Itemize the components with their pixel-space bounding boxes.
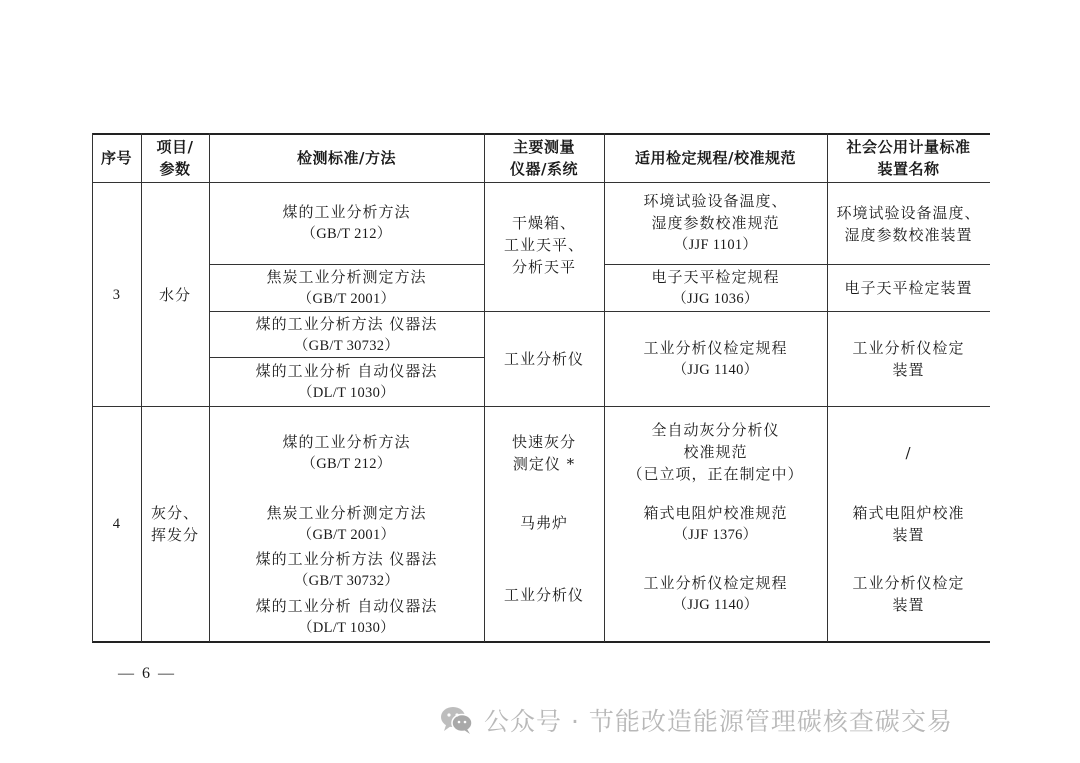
row4-regulation-2: 箱式电阻炉校准规范 （JJF 1376）: [643, 504, 788, 543]
row3-standard-4: 煤的工业分析 自动仪器法 （DL/T 1030）: [255, 361, 438, 401]
row3-regulation-3: 工业分析仪检定规程 （JJG 1140）: [643, 338, 788, 378]
header-device: 社会公用计量标准 装置名称: [846, 138, 971, 178]
row3-instrument-2: 工业分析仪: [503, 349, 584, 368]
row4-device-3: 工业分析仪检定 装置: [852, 574, 965, 614]
row3-instrument-1: 干燥箱、 工业天平、 分析天平: [503, 214, 584, 276]
row-divider: [92, 406, 990, 407]
watermark: [440, 700, 953, 740]
row3-device-3: 工业分析仪检定 装置: [852, 338, 965, 379]
row4-device-1: /: [905, 444, 912, 462]
row3-standard-2: 焦炭工业分析测定方法 （GB/T 2001）: [266, 268, 427, 307]
page-number: — 6 —: [118, 665, 176, 682]
wechat-icon: [440, 705, 474, 735]
row3-regulation-1: 环境试验设备温度、 湿度参数校准规范 （JJF 1101）: [643, 192, 788, 253]
header-standard: 检测标准/方法: [297, 149, 396, 167]
row4-regulation-3: 工业分析仪检定规程 （JJG 1140）: [643, 574, 788, 613]
table-bottom-border: [92, 641, 990, 643]
header-instrument: 主要测量 仪器/系统: [510, 138, 578, 178]
row3-item: 水分: [158, 285, 191, 304]
watermark-text: 公众号 · 节能改造能源管理碳核查碳交易: [484, 707, 953, 736]
row4-standard-1: 煤的工业分析方法 （GB/T 212）: [282, 433, 411, 472]
row4-instrument-3: 工业分析仪: [503, 586, 584, 604]
row4-device-2: 箱式电阻炉校准 装置: [852, 504, 965, 544]
row4-standard-2: 焦炭工业分析测定方法 （GB/T 2001）: [266, 504, 427, 543]
row3-standard-1: 煤的工业分析方法 （GB/T 212）: [282, 203, 411, 242]
row4-regulation-1: 全自动灰分分析仪 校准规范 （已立项，正在制定中）: [627, 421, 804, 483]
row3-regulation-2: 电子天平检定规程 （JJG 1036）: [651, 268, 780, 307]
row3-seq: 3: [112, 286, 121, 303]
row3-device-2: 电子天平检定装置: [844, 279, 973, 297]
row4-seq: 4: [112, 516, 121, 532]
row4-item: 灰分、 挥发分: [150, 504, 199, 544]
row4-standard-3: 煤的工业分析方法 仪器法 （GB/T 30732）: [255, 550, 438, 589]
row4-standard-4: 煤的工业分析 自动仪器法 （DL/T 1030）: [255, 597, 438, 636]
header-seq: 序号: [100, 149, 132, 167]
row3-device-1: 环境试验设备温度、 湿度参数校准装置: [836, 203, 981, 244]
row4-instrument-2: 马弗炉: [519, 514, 568, 532]
row4-instrument-1: 快速灰分 测定仪 *: [511, 433, 576, 473]
header-item: 项目/ 参数: [156, 138, 194, 178]
header-regulation: 适用检定规程/校准规范: [635, 149, 796, 167]
row3-standard-3: 煤的工业分析方法 仪器法 （GB/T 30732）: [255, 314, 438, 354]
